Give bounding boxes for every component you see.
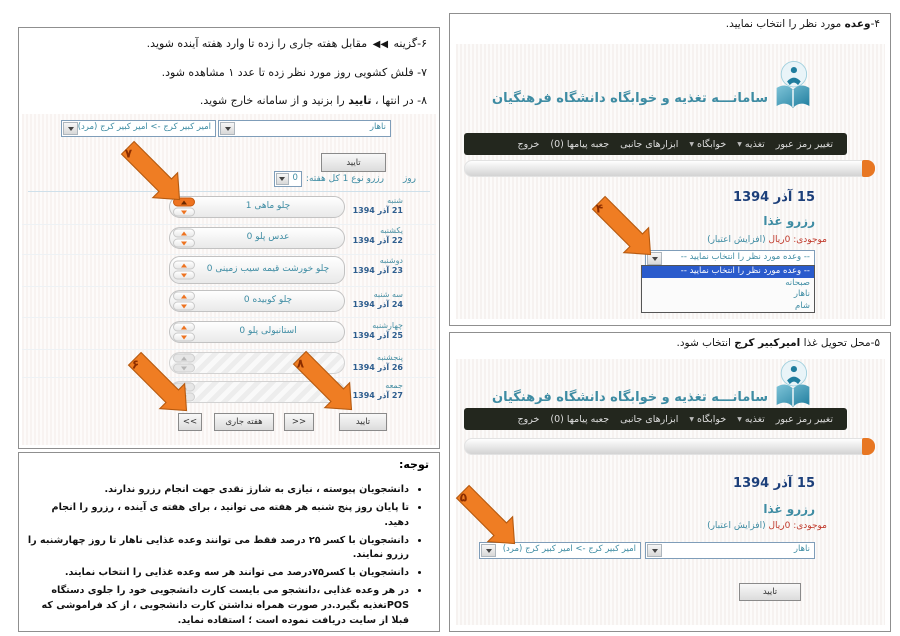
stepper-up-button[interactable] [173, 261, 195, 270]
next-week-button[interactable]: << [178, 413, 202, 431]
nav-dormitory[interactable]: خوابگاه ▼ [689, 413, 727, 425]
table-row-saturday [22, 194, 436, 225]
date-label: 15 آذر 1394 [733, 190, 815, 205]
note-item: • دانشجویان پیوسته ، نیازی به شارژ نقدی جهت انجام رزرو ندارند. [27, 483, 409, 498]
confirm-button[interactable]: تایید [739, 583, 801, 601]
table-row-sunday [22, 224, 436, 255]
location-select-value: امیر کبیر کرج -> امیر کبیر کرج (مرد) [502, 544, 636, 554]
nav-nutrition[interactable]: تغذیه ▼ [737, 413, 765, 425]
confirm-button-top[interactable]: تایید [321, 153, 386, 172]
step-8-text-rest: را بزنید و از سامانه خارج شوید. [199, 94, 349, 107]
food-pill [169, 227, 345, 249]
location-select-screenshot [456, 359, 885, 625]
nav-inbox[interactable]: جعبه پیامها (0) [550, 138, 610, 150]
nav-change-password[interactable]: تغییر رمز عبور [775, 413, 833, 425]
balance-label: موجودی: [793, 235, 827, 245]
food-name: چلو کوبیده 0 [243, 295, 293, 306]
step4-caption: ۴-وعده مورد نظر را انتخاب نمایید. [725, 18, 880, 30]
balance-label: موجودی: [793, 521, 827, 531]
balance-value: 0ریال [768, 235, 791, 245]
nav-side-tools[interactable]: ابزارهای جانبی [620, 138, 679, 150]
day-column-header: روز [402, 174, 416, 184]
food-pill [169, 256, 345, 284]
chevron-down-icon: ▼ [689, 415, 695, 423]
dropdown-arrow-icon[interactable] [276, 173, 289, 185]
chevron-down-icon: ▼ [689, 140, 695, 148]
table-row-monday [22, 254, 436, 287]
day-label: یکشنبه 22 آذر 1394 [352, 226, 403, 246]
option-placeholder[interactable]: -- وعده مورد نظر را انتخاب نمایید -- [642, 266, 814, 278]
dropdown-arrow-icon[interactable] [647, 544, 662, 557]
option-breakfast[interactable]: صبحانه [785, 277, 810, 288]
instructions-panel [18, 27, 440, 449]
step-6-text: ۶-گزینه [390, 37, 427, 50]
balance-line [707, 521, 827, 531]
day-label: چهارشنبه 25 آذر 1394 [352, 321, 403, 341]
nav-logout[interactable]: خروج [517, 413, 540, 425]
note-item: • تا پایان روز پنج شنبه هر هفته می توانید ، برای هفته ی آینده ، رزرو را انجام دهید. [27, 501, 409, 531]
location-select-value: امیر کبیر کرج -> امیر کبیر کرج (مرد) [78, 122, 211, 132]
svg-text:۶: ۶ [131, 357, 140, 372]
stepper-down-button[interactable] [173, 208, 195, 217]
current-week-button[interactable]: هفته جاری [214, 413, 274, 431]
increase-credit-link[interactable]: (افزایش اعتبار) [707, 521, 766, 531]
increase-credit-link[interactable]: (افزایش اعتبار) [707, 235, 766, 245]
notes-panel [18, 452, 440, 632]
step-8-bold: تایید [348, 94, 372, 107]
meal-select-value: ناهار [793, 544, 810, 554]
quantity-stepper [173, 229, 195, 248]
stepper-up-button[interactable] [173, 323, 195, 332]
svg-text:۵: ۵ [459, 490, 468, 505]
option-lunch[interactable]: ناهار [793, 289, 810, 299]
step-8-text: ۸- در انتها ، [371, 94, 427, 107]
svg-text:۷: ۷ [124, 146, 133, 161]
nav-logout[interactable]: خروج [517, 138, 540, 150]
step5-arrow [454, 483, 520, 549]
step4-arrow [590, 194, 656, 260]
dropdown-arrow-icon[interactable] [63, 122, 78, 135]
note-item: • در هر وعده غذایی ،دانشجو می بایست کارت دانشجویی خود را جلوی دستگاه POSتغذیه بگیرد.در صورت همراه نداشتن کارت دانشجویی ، از کد فراموشی که قبلا از سایت دریافت نموده است ؛ استفاده نماید. [27, 584, 409, 629]
balance-line [707, 235, 827, 245]
day-label: جمعه 27 آذر 1394 [352, 381, 403, 401]
step6-arrow [126, 350, 192, 416]
step4-panel [449, 13, 891, 326]
stepper-up-button[interactable] [173, 229, 195, 238]
logo [492, 359, 813, 411]
food-pill [169, 321, 345, 343]
quantity-stepper [173, 292, 195, 311]
nav-change-password[interactable]: تغییر رمز عبور [775, 138, 833, 150]
quantity-stepper [173, 323, 195, 342]
table-row-tuesday [22, 288, 436, 318]
meal-options-list [641, 265, 815, 313]
notes-title: توجه: [398, 458, 429, 471]
brand-title: سامانـــه تغذیه و خوابگاه دانشگاه فرهنگیان [492, 390, 768, 405]
header-bar [464, 438, 875, 455]
nav-nutrition[interactable]: تغذیه ▼ [737, 138, 765, 150]
table-row-thursday [22, 351, 436, 378]
dropdown-arrow-icon[interactable] [220, 122, 235, 135]
step8-arrow [291, 349, 357, 415]
step5-panel [449, 332, 891, 632]
reserve-week-select[interactable] [274, 171, 302, 187]
navbar [464, 408, 847, 430]
rewind-icon: ◀◀ [372, 39, 389, 50]
meal-select[interactable] [218, 120, 391, 137]
note-item: • دانشجویان با کسر۷۵درصد می توانند هر سه وعده غذایی را انتخاب نمایند. [27, 566, 409, 581]
quantity-stepper [173, 261, 195, 280]
reserve-week-label: رزرو نوع 1 کل هفته: [305, 174, 384, 184]
chevron-down-icon: ▼ [737, 140, 742, 148]
day-label: سه شنبه 24 آذر 1394 [352, 290, 403, 310]
nav-side-tools[interactable]: ابزارهای جانبی [620, 413, 679, 425]
nav-dormitory[interactable]: خوابگاه ▼ [689, 138, 727, 150]
step-6-text-rest: مقابل هفته جاری را زده تا وارد هفته آینده شوید. [146, 37, 371, 50]
stepper-down-button[interactable] [173, 271, 195, 280]
food-pill [169, 290, 345, 312]
logo [492, 60, 813, 112]
step-8 [200, 94, 427, 107]
meal-select[interactable] [645, 542, 815, 559]
nav-inbox[interactable]: جعبه پیامها (0) [550, 413, 610, 425]
date-label: 15 آذر 1394 [733, 476, 815, 491]
balance-value: 0ریال [768, 521, 791, 531]
header-bar-cap [862, 160, 875, 177]
svg-text:۴: ۴ [595, 201, 604, 216]
meal-select-screenshot [456, 44, 885, 319]
header-bar-cap [862, 438, 875, 455]
confirm-button-bottom[interactable]: تایید [339, 413, 387, 431]
reservation-table-screenshot [22, 114, 436, 445]
meal-select-value: -- وعده مورد نظر را انتخاب نمایید -- [680, 252, 810, 262]
university-logo-icon [773, 60, 813, 112]
meal-select-value: ناهار [369, 122, 386, 132]
food-name: عدس پلو 0 [246, 232, 290, 243]
brand-title: سامانـــه تغذیه و خوابگاه دانشگاه فرهنگیان [492, 91, 768, 106]
svg-text:۸: ۸ [296, 356, 305, 371]
day-label: دوشنبه 23 آذر 1394 [352, 256, 403, 276]
step-7: ۷- فلش کشویی روز مورد نظر زده تا عدد ۱ مشاهده شود. [161, 66, 427, 79]
chevron-down-icon: ▼ [737, 415, 742, 423]
reserve-week-control [274, 171, 384, 187]
reserve-food-title: رزرو غذا [763, 214, 815, 228]
reserve-week-value: 0 [292, 173, 298, 183]
stepper-down-button[interactable] [173, 333, 195, 342]
stepper-down-button[interactable] [173, 239, 195, 248]
day-label: پنجشنبه 26 آذر 1394 [352, 353, 403, 373]
table-row-wednesday [22, 319, 436, 350]
food-name: استانبولی پلو 0 [239, 326, 297, 337]
food-name: چلو ماهی 1 [245, 201, 291, 212]
step-6 [147, 37, 427, 50]
stepper-up-button[interactable] [173, 292, 195, 301]
step7-arrow [119, 139, 185, 205]
header-bar [464, 160, 875, 177]
food-name: چلو خورشت قیمه سیب زمینی 0 [206, 264, 330, 275]
reserve-food-title: رزرو غذا [763, 502, 815, 516]
previous-week-button[interactable]: >> [284, 413, 314, 431]
option-dinner[interactable]: شام [795, 300, 810, 311]
food-pill [169, 196, 345, 218]
navbar [464, 133, 847, 155]
step5-caption: ۵-محل تحویل غذا امیرکبیر کرج انتخاب شود. [676, 337, 880, 349]
location-select[interactable] [61, 120, 216, 137]
table-row-friday [22, 379, 436, 407]
header-separator [28, 191, 430, 192]
week-navigation [22, 413, 436, 430]
notes-list [27, 483, 409, 632]
stepper-down-button[interactable] [173, 302, 195, 311]
university-logo-icon [773, 359, 813, 411]
day-label: شنبه 21 آذر 1394 [352, 196, 403, 216]
note-item: • دانشجویان با کسر ۲۵ درصد فقط می توانند وعده غذایی ناهار تا روز چهارشنبه را رزرو نمایند. [27, 534, 409, 564]
